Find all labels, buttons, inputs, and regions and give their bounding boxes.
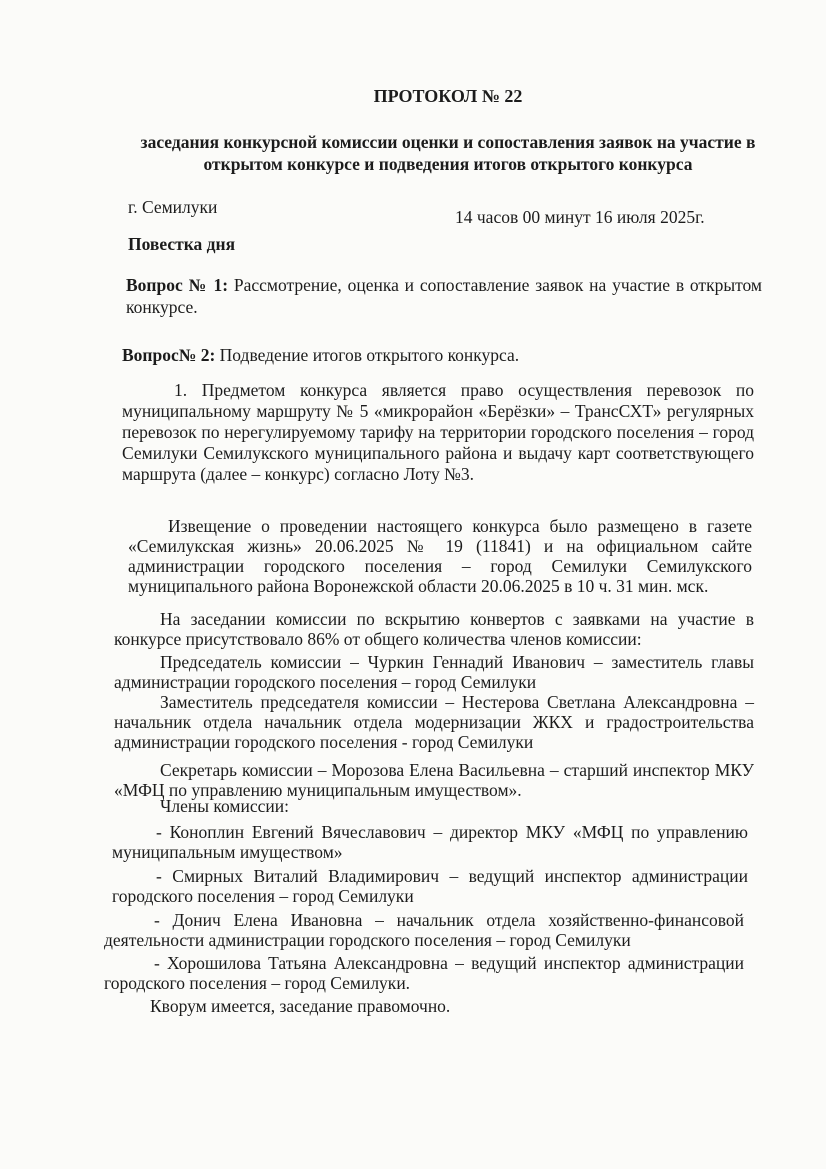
question-2-label: Вопрос№ 2: — [122, 345, 216, 365]
agenda-heading: Повестка дня — [128, 234, 236, 254]
member-item-text: - Коноплин Евгений Вячеславович – директор МКУ «МФЦ по управлению муниципальным имуществом» — [112, 822, 748, 862]
agenda-question-1 — [126, 274, 762, 318]
paragraph-notice-text: Извещение о проведении настоящего конкурса было размещено в газете «Семилукская жизнь» 20.06.2025 № 19 (11841) и на официальном сайте администрации городского поселения – город Семилуки Семилукского муниципального района Воронежской области 20.06.2025 в 10 ч. 31 мин. мск. — [128, 516, 752, 596]
agenda-question-2 — [122, 345, 762, 365]
paragraph-chairman — [114, 652, 754, 692]
member-item — [104, 910, 744, 950]
paragraph-attendance — [114, 609, 754, 649]
paragraph-secretary — [114, 760, 754, 800]
members-heading: Члены комиссии: — [160, 796, 289, 816]
paragraph-subject-text: 1. Предметом конкурса является право осуществления перевозок по муниципальному маршруту № 5 «микрорайон «Берёзки» – ТрансСХТ» регулярных перевозок по нерегулируемому тарифу на территории городского поселения – город Семилуки Семилукского муниципального района и выдачу карт соответствующего маршрута (далее – конкурс) согласно Лоту №3. — [122, 380, 754, 484]
paragraph-attendance-text: На заседании комиссии по вскрытию конвертов с заявками на участие в конкурсе присутствовало 86% от общего количества членов комиссии: — [114, 609, 754, 649]
member-item — [112, 822, 748, 862]
quorum-statement: Кворум имеется, заседание правомочно. — [150, 996, 451, 1016]
protocol-subtitle: заседания конкурсной комиссии оценки и сопоставления заявок на участие в открытом конкурсе и подведения итогов открытого конкурса — [140, 132, 756, 174]
member-item — [112, 866, 748, 906]
member-item-text: - Смирных Виталий Владимирович – ведущий инспектор администрации городского поселения – город Семилуки — [112, 866, 748, 906]
paragraph-secretary-text: Секретарь комиссии – Морозова Елена Васильевна – старший инспектор МКУ «МФЦ по управлению муниципальным имуществом». — [114, 760, 754, 800]
city-name: г. Семилуки — [128, 197, 218, 217]
paragraph-deputy-chairman-text: Заместитель председателя комиссии – Нестерова Светлана Александровна – начальник отдела начальник отдела модернизации ЖКХ и градостроительства администрации городского поселения - город Семилуки — [114, 692, 754, 752]
member-item-text: - Хорошилова Татьяна Александровна – ведущий инспектор администрации городского поселения – город Семилуки. — [104, 953, 744, 993]
member-item-text: - Донич Елена Ивановна – начальник отдела хозяйственно-финансовой деятельности администрации городского поселения – город Семилуки — [104, 910, 744, 950]
member-item — [104, 953, 744, 993]
question-1-label: Вопрос № 1: — [126, 275, 229, 295]
protocol-title: ПРОТОКОЛ № 22 — [373, 86, 523, 106]
paragraph-notice — [128, 516, 752, 596]
paragraph-deputy-chairman — [114, 692, 754, 752]
meeting-datetime: 14 часов 00 минут 16 июля 2025г. — [455, 207, 705, 227]
paragraph-subject — [122, 380, 754, 485]
question-1-text: Рассмотрение, оценка и сопоставление заявок на участие в открытом конкурсе. — [126, 275, 762, 317]
question-2-text: Подведение итогов открытого конкурса. — [215, 345, 520, 365]
paragraph-chairman-text: Председатель комиссии – Чуркин Геннадий Иванович – заместитель главы администрации городского поселения – город Семилуки — [114, 652, 754, 692]
